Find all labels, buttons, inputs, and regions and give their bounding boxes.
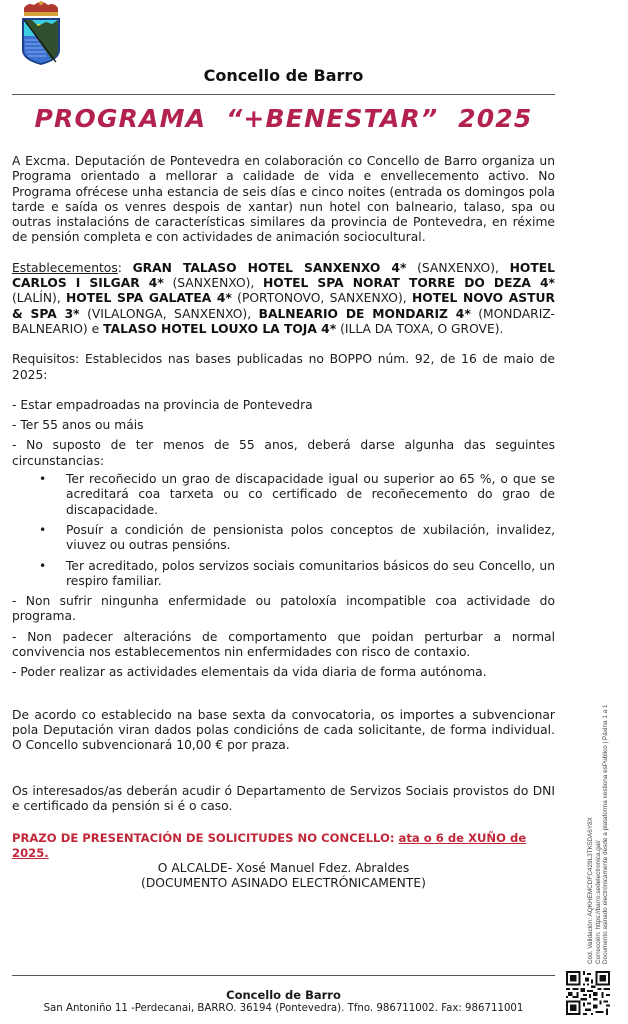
establishment-location: (MONDARIZ-BALNEARIO) — [12, 306, 555, 336]
establishment-name: HOTEL SPA NORAT TORRE DO DEZA 4* — [263, 276, 555, 291]
footer-divider — [12, 975, 555, 976]
establishment-name: HOTEL SPA GALATEA 4* — [66, 291, 232, 306]
establishment-location: (PORTONOVO, SANXENXO) — [237, 291, 403, 306]
requirement-sub-item: • Ter acreditado, polos servizos sociais comunitarios básicos do seu Concello, un respiro familiar. — [66, 559, 555, 590]
header-divider — [12, 94, 555, 95]
requirement-item: - Non sufrir ningunha enfermidade ou patoloxía incompatible coa actividade do programa. — [12, 594, 555, 624]
establishment-location: (LALÍN) — [12, 291, 57, 306]
establishment-location: (SANXENXO) — [172, 276, 251, 291]
verification-code: Cód. Validación: AQKHEMCDFC429L3TK5DA6Y8X — [587, 817, 594, 964]
establishment-location: (ILLA DA TOXA, O GROVE). — [340, 321, 504, 336]
signature-block — [12, 861, 555, 891]
intro-paragraph: A Excma. Deputación de Pontevedra en colaboración co Concello de Barro organiza un Programa orientado a mellorar a calidade de vida e envellecemento activo. No Programa ofrécese unha estancia de seis días e cinco noites (entrada os domingos pola tarde e saída os venres despois de xantar) nun hotel con balneario, talaso, spa ou outras instalacións de características similares da provincia de Pontevedra, en réxime de pensión completa e con actividades de animación sociocultural. — [12, 154, 555, 245]
document-body — [12, 154, 555, 891]
contact-paragraph: Os interesados/as deberán acudir ó Departamento de Servizos Sociais provistos do DNI e certificado da pensión si é o caso. — [12, 783, 555, 813]
deadline-notice — [12, 831, 555, 861]
requirements-intro: Requisitos: Establecidos nas bases publicadas no BOPPO núm. 92, de 16 de maio de 2025: — [12, 352, 555, 382]
requirement-item: - Estar empadroadas na provincia de Pontevedra — [12, 397, 313, 412]
requirement-sub-item: • Posuír a condición de pensionista polos conceptos de xubilación, invalidez, viuvez ou outras pensións. — [66, 523, 555, 554]
footer-organization: Concello de Barro — [226, 988, 341, 1002]
establishment-location: (SANXENXO) — [417, 260, 496, 275]
establishments-paragraph: Establecementos: GRAN TALASO HOTEL SANXENXO 4* (SANXENXO), HOTEL CARLOS I SILGAR 4* (SANXENXO), HOTEL SPA NORAT TORRE DO DEZA 4* (LALÍN), HOTEL SPA GALATEA 4* (PORTONOVO, SANXENXO), HOTEL NOVO ASTUR & SPA 3* (VILALONGA, SANXENXO), BALNEARIO DE MONDARIZ 4* (MONDARIZ-BALNEARIO) e TALASO HOTEL LOUXO LA TOJA 4* (ILLA DA TOXA, O GROVE). — [12, 260, 555, 336]
deadline-date: ata o 6 de XUÑO de 2025. — [12, 831, 527, 861]
establishment-conjunction: e — [91, 321, 100, 336]
establishment-name: HOTEL NOVO ASTUR & SPA 3* — [12, 291, 555, 321]
verification-text — [587, 704, 610, 964]
footer-address: San Antoniño 11 -Perdecanai, BARRO. 36194 (Pontevedra). Tfno. 986711002. Fax: 986711001 — [43, 1003, 524, 1014]
establishment-name: HOTEL CARLOS I SILGAR 4* — [12, 260, 555, 291]
requirement-item: - No suposto de ter menos de 55 anos, deberá darse algunha das seguintes circunstancias: — [12, 438, 555, 468]
requirement-sub-item: • Ter recoñecido un grao de discapacidade igual ou superior ao 65 %, o que se acreditará coa tarxeta ou co certificado de recoñecemento do grao de discapacidade. — [66, 472, 555, 518]
requirement-sub-list — [12, 472, 555, 589]
requirement-item: - Ter 55 anos ou máis — [12, 418, 144, 433]
establishment-location: (VILALONGA, SANXENXO) — [87, 306, 248, 321]
qr-code-icon[interactable] — [566, 970, 610, 1016]
verification-note: Documento asinado electrónicamente desde a plataforma xestiona esPublico | Páxina 1 a 1 — [602, 704, 610, 964]
establishment-name: GRAN TALASO HOTEL SANXENXO 4* — [132, 260, 407, 275]
organization-title: Concello de Barro — [203, 66, 364, 85]
establishment-name: BALNEARIO DE MONDARIZ 4* — [258, 306, 471, 321]
deadline-label: PRAZO DE PRESENTACIÓN DE SOLICITUDES NO CONCELLO: — [12, 831, 395, 846]
signature-name: O ALCALDE- Xosé Manuel Fdez. Abraldes — [157, 861, 410, 876]
requirement-item: - Non padecer alteracións de comportamento que poidan perturbar a normal convivencia nos establecementos nin enfermidades con risco de contaxio. — [12, 629, 555, 660]
signature-note: (DOCUMENTO ASINADO ELECTRÓNICAMENTE) — [141, 876, 426, 891]
verification-url: Corrección: https://barro.sedelectronica.gal/ — [594, 840, 602, 964]
establishments-label: Establecementos — [12, 260, 118, 275]
program-title: PROGRAMA “+BENESTAR” 2025 — [34, 104, 533, 133]
establishment-name: TALASO HOTEL LOUXO LA TOJA 4* — [103, 321, 337, 336]
requirement-item: - Poder realizar as actividades elementais da vida diaria de forma autónoma. — [12, 665, 487, 680]
coat-of-arms-logo — [18, 0, 64, 66]
subsidy-paragraph: De acordo co establecido na base sexta da convocatoria, os importes a subvencionar pola Deputación viran dados polas condicións de cada solicitante, de forma individual. O Concello subvencionará 10,00 € por praza. — [12, 707, 555, 753]
